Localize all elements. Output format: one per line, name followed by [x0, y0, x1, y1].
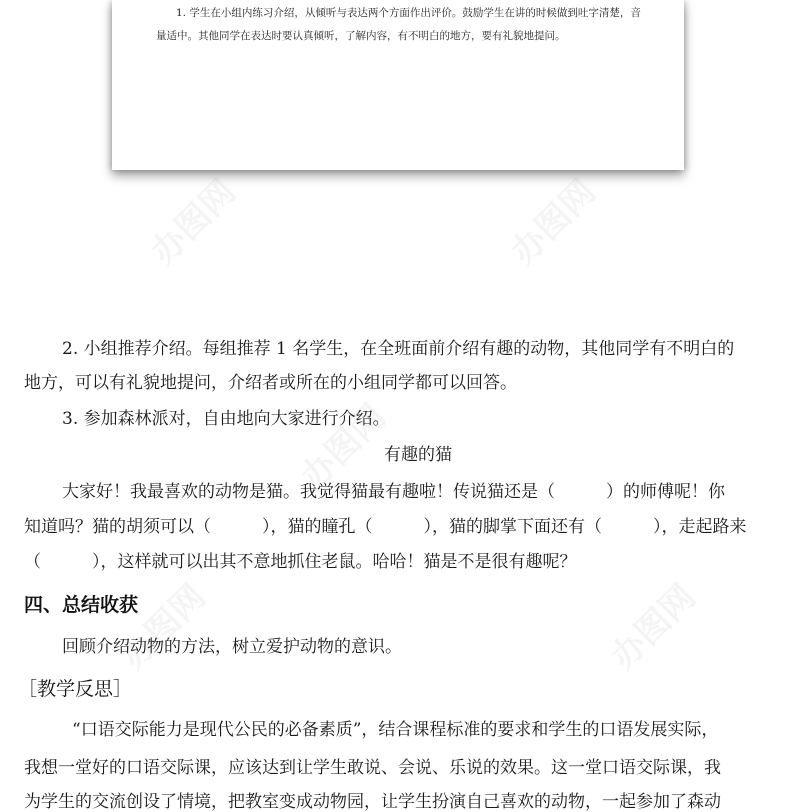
example-line-3: （ ），这样就可以出其不意地抓住老鼠。哈哈！猫是不是很有趣呢？ — [24, 552, 577, 572]
reflection-line-1: “口语交际能力是现代公民的必备素质”，结合课程标准的要求和学生的口语发展实际， — [72, 720, 719, 740]
watermark: 办图网 — [143, 171, 244, 273]
reflection-line-3: 为学生的交流创设了情境，把教室变成动物园，让学生扮演自己喜欢的动物，一起参加了森动 — [24, 792, 721, 812]
watermark: 办图网 — [603, 576, 704, 678]
watermark: 办图网 — [503, 171, 604, 273]
paragraph-3: 3. 参加森林派对，自由地向大家进行介绍。 — [62, 409, 390, 429]
reflection-heading: ［教学反思］ — [18, 678, 133, 700]
section-4-heading: 四、总结收获 — [24, 594, 139, 616]
paragraph-2-line-2: 地方，可以有礼貌地提问，介绍者或所在的小组同学都可以回答。 — [24, 373, 517, 393]
watermark: 办图网 — [113, 576, 214, 678]
paragraph-2-line-1: 2. 小组推荐介绍。每组推荐 1 名学生，在全班面前介绍有趣的动物，其他同学有不明白的 — [62, 339, 735, 359]
reflection-line-2: 我想一堂好的口语交际课，应该达到让学生敢说、会说、乐说的效果。这一堂口语交际课，我 — [24, 758, 721, 778]
watermark: 办图网 — [293, 396, 394, 498]
example-line-2: 知道吗？猫的胡须可以（ ），猫的瞳孔（ ），猫的脚掌下面还有（ ），走起路来 — [24, 517, 747, 537]
embedded-page-text: 1. 学生在小组内练习介绍，从倾听与表达两个方面作出评价。鼓励学生在讲的时候做到吐字清楚，音量适中。其他同学在表达时要认真倾听，了解内容，有不明白的地方，要有礼貌地提问。 — [156, 7, 641, 42]
example-title: 有趣的猫 — [384, 445, 452, 465]
section-4-text: 回顾介绍动物的方法，树立爱护动物的意识。 — [62, 637, 402, 657]
embedded-page — [112, 0, 684, 170]
example-line-1: 大家好！我最喜欢的动物是猫。我觉得猫最有趣啦！传说猫还是（ ）的师傅呢！你 — [62, 482, 725, 502]
